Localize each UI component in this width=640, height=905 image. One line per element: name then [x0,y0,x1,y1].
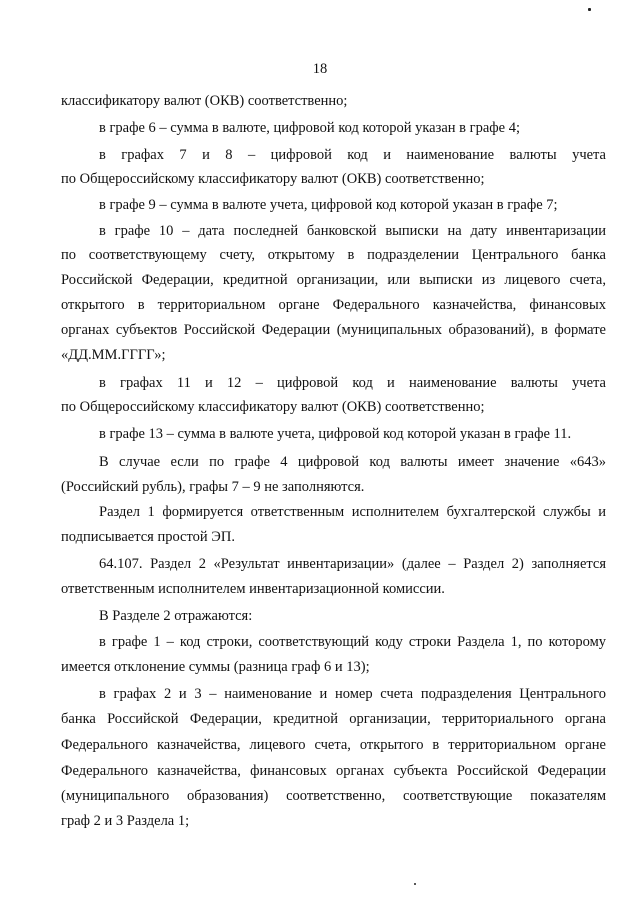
text-line: В случае если по графе 4 цифровой код валюты имеет значение «643» [99,454,606,470]
text-line: «ДД.ММ.ГГГГ»; [61,347,166,363]
text-line: в графе 10 – дата последней банковской выписки на дату инвентаризации [99,223,606,239]
text-line: классификатору валют (ОКВ) соответственно; [61,93,348,109]
text-line: в графе 6 – сумма в валюте, цифровой код которой указан в графе 4; [99,120,521,136]
text-line: Раздел 1 формируется ответственным исполнителем бухгалтерской службы и [99,504,606,520]
text-line: в графе 1 – код строки, соответствующий коду строки Раздела 1, по которому [99,634,606,650]
text-line: по соответствующему счету, открытому в подразделении Центрального банка [61,247,606,263]
page-number: 18 [312,61,328,77]
text-line: в графах 7 и 8 – цифровой код и наименование валюты учета [99,147,606,163]
text-line: Федерального казначейства, лицевого счета, открытого в территориальном органе [61,737,606,753]
text-line: ответственным исполнителем инвентаризационной комиссии. [61,581,445,597]
text-line: по Общероссийскому классификатору валют (ОКВ) соответственно; [61,399,485,415]
scan-speck [588,8,591,11]
text-line: В Разделе 2 отражаются: [99,608,253,624]
text-line: (Российский рубль), графы 7 – 9 не заполняются. [61,479,365,495]
text-line: Российской Федерации, кредитной организации, или выписки из лицевого счета, [61,272,606,288]
text-line: по Общероссийскому классификатору валют (ОКВ) соответственно; [61,171,485,187]
text-line: органах субъектов Российской Федерации (муниципальных образований), в формате [61,322,606,338]
text-line: в графе 13 – сумма в валюте учета, цифровой код которой указан в графе 11. [99,426,572,442]
text-line: 64.107. Раздел 2 «Результат инвентаризации» (далее – Раздел 2) заполняется [99,556,606,572]
text-line: Федерального казначейства, финансовых органах субъекта Российской Федерации [61,763,606,779]
text-line: открытого в территориальном органе Федерального казначейства, финансовых [61,297,606,313]
text-line: (муниципального образования) соответственно, соответствующие показателям [61,788,606,804]
scan-speck [414,883,416,885]
text-line: в графе 9 – сумма в валюте учета, цифровой код которой указан в графе 7; [99,197,558,213]
text-line: имеется отклонение суммы (разница граф 6 и 13); [61,659,370,675]
text-line: банка Российской Федерации, кредитной организации, территориального органа [61,711,606,727]
text-line: в графах 11 и 12 – цифровой код и наименование валюты учета [99,375,606,391]
text-line: в графах 2 и 3 – наименование и номер счета подразделения Центрального [99,686,606,702]
text-line: граф 2 и 3 Раздела 1; [61,813,190,829]
text-line: подписывается простой ЭП. [61,529,235,545]
